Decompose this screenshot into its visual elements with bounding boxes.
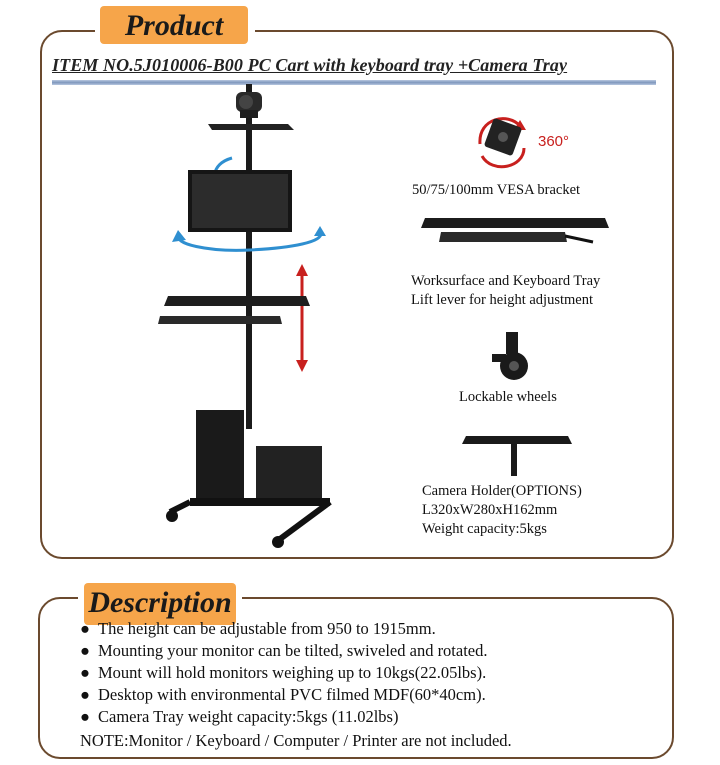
bullet-icon: ●	[80, 707, 90, 726]
product-header-tab: Product	[100, 6, 248, 44]
cart-pole	[246, 84, 252, 429]
monitor-icon	[188, 170, 292, 232]
camera-caption-line2: L320xW280xH162mm	[422, 502, 558, 518]
description-bullet-list	[80, 618, 660, 728]
camera-caption-line3: Weight capacity:5kgs	[422, 521, 547, 537]
list-item: ● Desktop with environmental PVC filmed MDF(60*40cm).	[80, 685, 486, 704]
camera-icon	[236, 92, 262, 118]
keyboard-tray	[158, 316, 282, 324]
rotation-label: 360°	[538, 133, 570, 150]
pc-cart-illustration	[150, 84, 350, 554]
list-item: ● Mount will hold monitors weighing up to 10kgs(22.05lbs).	[80, 663, 487, 682]
vesa-caption: 50/75/100mm VESA bracket	[412, 182, 581, 198]
camera-tray	[208, 124, 294, 130]
bullet-icon: ●	[80, 619, 90, 638]
worksurface-caption-line1: Worksurface and Keyboard Tray	[411, 273, 601, 289]
cart-base-tray	[190, 498, 330, 506]
worksurface	[164, 296, 310, 306]
title-underline-rule	[52, 80, 656, 85]
worksurface-detail-icon	[415, 212, 615, 262]
list-item: ● Camera Tray weight capacity:5kgs (11.02lbs)	[80, 707, 399, 726]
wheel-icon	[166, 510, 178, 522]
lockable-wheel-icon	[488, 330, 538, 386]
computer-tower	[196, 410, 244, 500]
description-header-tab: Description	[84, 583, 236, 625]
bullet-icon: ●	[80, 685, 90, 704]
bullet-icon: ●	[80, 663, 90, 682]
note-text: NOTE:Monitor / Keyboard / Computer / Printer are not included.	[80, 731, 512, 750]
height-adjust-arrow-icon	[296, 264, 308, 372]
camera-caption-line1: Camera Holder(OPTIONS)	[422, 483, 582, 499]
list-item: ● Mounting your monitor can be tilted, swiveled and rotated.	[80, 641, 488, 660]
printer	[256, 446, 322, 500]
wheels-caption: Lockable wheels	[459, 389, 557, 405]
worksurface-caption-line2: Lift lever for height adjustment	[411, 292, 594, 308]
item-title: ITEM NO.5J010006-B00 PC Cart with keyboard tray +Camera Tray	[52, 55, 568, 75]
bullet-icon: ●	[80, 641, 90, 660]
list-item: ● The height can be adjustable from 950 to 1915mm.	[80, 619, 436, 638]
camera-holder-icon	[462, 432, 572, 478]
